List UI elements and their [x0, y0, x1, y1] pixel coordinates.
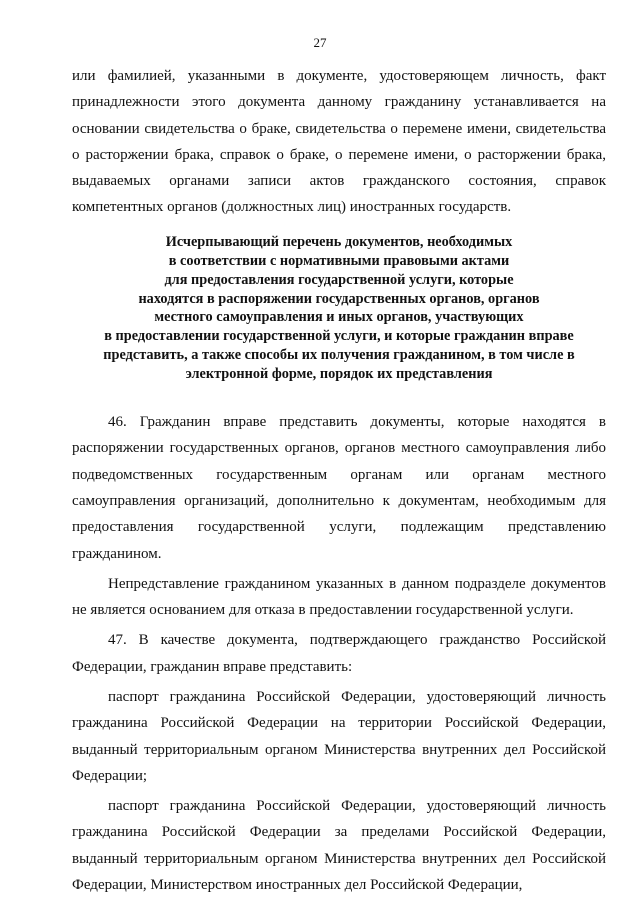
paragraph-47: 47. В качестве документа, подтверждающего гражданство Российской Федерации, гражданин вправе представить:: [72, 632, 606, 675]
heading-line: электронной форме, порядок их представления: [185, 366, 493, 383]
page-number: 27: [313, 35, 327, 50]
paragraph-foreign-passport: паспорт гражданина Российской Федерации, удостоверяющий личность гражданина Российской Федерации за пределами Российской Федерации, выданный территориальным органом Министерства внутренних дел Российской Федерации, Министерством иностранных дел Российской Федерации,: [72, 798, 606, 894]
paragraph-non-submission: Непредставление гражданином указанных в данном подразделе документов не является основанием для отказа в предоставлении государственной услуги.: [72, 575, 606, 619]
heading-line: для предоставления государственной услуги, которые: [164, 271, 514, 288]
heading-line: в соответствии с нормативными правовыми актами: [168, 252, 510, 269]
spacer: [72, 397, 606, 409]
heading-line: находятся в распоряжении государственных органов, органов: [138, 290, 540, 307]
heading-line: Исчерпывающий перечень документов, необходимых: [165, 233, 513, 250]
section-heading: [72, 233, 606, 384]
heading-line: в предоставлении государственной услуги, и которые гражданин вправе: [104, 328, 574, 345]
heading-line: представить, а также способы их получения гражданином, в том числе в: [103, 347, 575, 364]
paragraph-internal-passport: паспорт гражданина Российской Федерации, удостоверяющий личность гражданина Российской Федерации на территории Российской Федерации, выданный территориальным органом Министерства внутренних дел Российской Федерации;: [72, 689, 606, 784]
document-body: [72, 63, 606, 898]
heading-line: местного самоуправления и иных органов, участвующих: [154, 309, 524, 326]
paragraph-46: 46. Гражданин вправе представить документы, которые находятся в распоряжении государственных органов, органов местного самоуправления либо подведомственных государственным органам или органам местного самоуправления организаций, дополнительно к документам, необходимым для предоставления государственной услуги, подлежащим представлению гражданином.: [72, 414, 606, 562]
intro-paragraph: или фамилией, указанными в документе, удостоверяющем личность, факт принадлежности этого документа данному гражданину устанавливается на основании свидетельства о браке, свидетельства о перемене имени, свидетельства о расторжении брака, справок о браке, о перемене имени, о расторжении брака, выдаваемых органами записи актов гражданского состояния, справок компетентных органов (должностных лиц) иностранных государств.: [72, 68, 606, 216]
